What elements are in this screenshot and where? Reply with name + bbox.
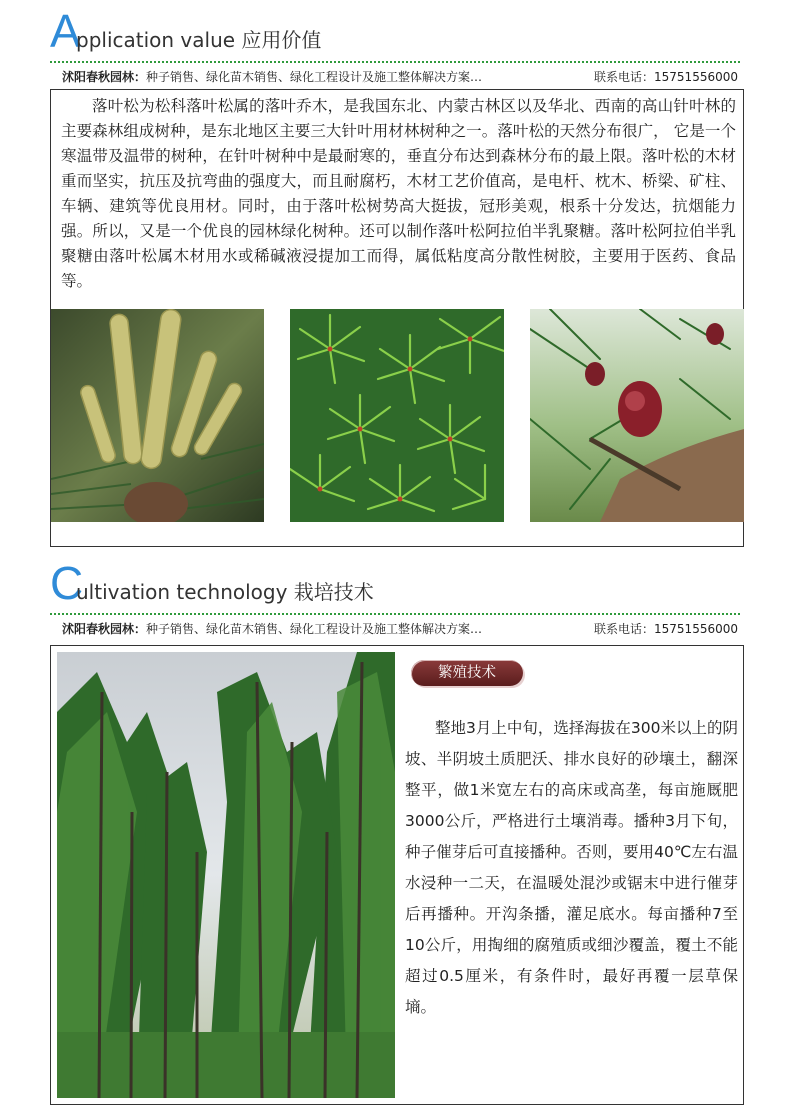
title-initial: A [50, 5, 81, 57]
company-bar [50, 619, 740, 639]
section-title: ultivation technology 栽培技术 [76, 580, 374, 604]
dotted-divider [50, 613, 740, 615]
title-initial: C [50, 557, 84, 609]
application-paragraph: 落叶松为松科落叶松属的落叶乔木，是我国东北、内蒙古林区以及华北、西南的高山针叶林的主要森林组成树种，是东北地区主要三大针叶用材林树种之一。落叶松的天然分布很广， 它是一个寒温带及温带的树种，在针叶树种中是最耐寒的，垂直分布达到森林分布的最上限。落叶松的木材重而坚实，抗压及抗弯曲的强度大，而且耐腐朽，木材工艺价值高，是电杆、枕木、桥梁、矿柱、车辆、建筑等优良用材。同时，由于落叶松树势高大挺拔，冠形美观，根系十分发达，抗烟能力强。所以，又是一个优良的园林绿化树种。还可以制作落叶松阿拉伯半乳聚糖。落叶松阿拉伯半乳聚糖由落叶松属木材用水或稀碱液浸提加工而得，属低粘度高分散性树胶，主要用于医药、食品等。 [61, 97, 736, 290]
section-title: pplication value 应用价值 [76, 28, 322, 52]
contact-phone: 联系电话：15751556000 [594, 622, 738, 636]
company-name: 沭阳春秋园林： [62, 70, 147, 84]
company-bar [50, 67, 740, 87]
section-header-application [50, 5, 740, 88]
company-name: 沭阳春秋园林： [62, 622, 147, 636]
larch-forest-photo [57, 652, 395, 1098]
larch-cone-photo [530, 309, 744, 522]
company-services: 种子销售、绿化苗木销售、绿化工程设计及施工整体解决方案… [146, 70, 483, 84]
dotted-divider [50, 61, 740, 63]
larch-needles-photo [290, 309, 504, 522]
propagation-badge: 繁殖技术 [411, 660, 523, 686]
application-content-box [50, 89, 744, 547]
section-header-cultivation [50, 557, 740, 640]
pine-shoots-photo [51, 309, 264, 522]
company-services: 种子销售、绿化苗木销售、绿化工程设计及施工整体解决方案… [146, 622, 483, 636]
cultivation-paragraph: 整地3月上中旬，选择海拔在300米以上的阴坡、半阴坡土质肥沃、排水良好的砂壤土，翻深整平，做1米宽左右的高床或高垄，每亩施厩肥3000公斤，严格进行土壤消毒。播种3月下旬，种子催芽后可直接播种。否则，要用40℃左右温水浸种一二天，在温暖处混沙或锯末中进行催芽后再播种。开沟条播，灌足底水。每亩播种7至10公斤，用掏细的腐殖质或细沙覆盖，覆土不能超过0.5厘米，有条件时，最好再覆一层草保墒。 [405, 719, 738, 1016]
contact-phone: 联系电话：15751556000 [594, 70, 738, 84]
